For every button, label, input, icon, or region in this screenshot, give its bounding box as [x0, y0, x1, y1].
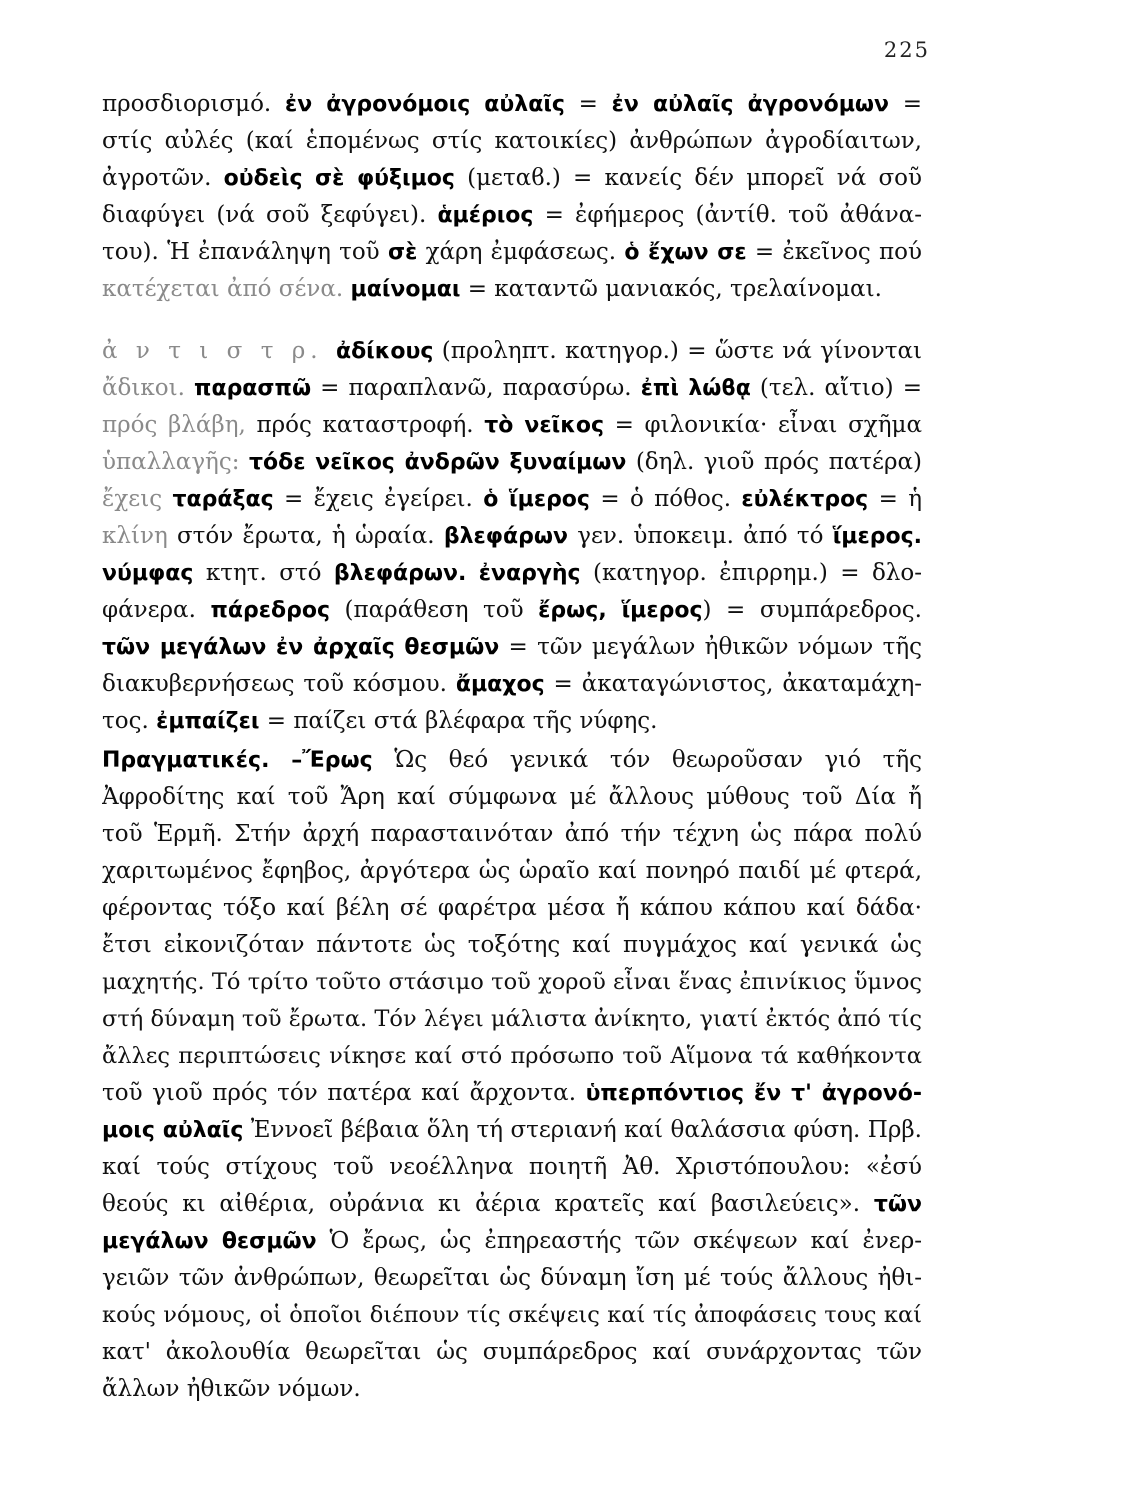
text-line: [102, 853, 922, 890]
text-span: μαχητής. Τό τρίτο τοῦτο στάσιμο τοῦ χοροῦ εἶναι ἕνας ἐπινίκιος ὕμνος: [102, 969, 922, 995]
lemma-bold: ἄμαχος: [455, 672, 545, 697]
text-span: τοῦ Ἑρμῆ. Στήν ἀρχή παρασταινόταν ἀπό τήν τέχνη ὡς πάρα πολύ: [102, 821, 922, 847]
lemma-bold: παρασπῶ: [194, 376, 312, 401]
text-span: χαριτωμένος ἔφηβος, ἀργότερα ὡς ὡραῖο καί πονηρό παιδί μέ φτερά,: [102, 858, 922, 884]
text-span: προσδιορισμό.: [102, 91, 285, 117]
text-span: στίς αὐλές (καί ἑπομένως στίς κατοικίες) ἀνθρώπων ἀγροδίαιτων,: [102, 128, 922, 154]
page-number: 225: [883, 38, 930, 62]
lemma-bold: βλεφάρων.: [333, 561, 467, 586]
lemma-bold: ἵμερος.: [832, 524, 922, 549]
text-line: [102, 370, 922, 407]
lemma-bold: ὁ ἵμερος: [483, 487, 590, 512]
text-span: = παίζει στά βλέφαρα τῆς νύφης.: [259, 708, 658, 734]
text-span: στόν ἔρωτα, ἡ ὡραία.: [176, 523, 444, 549]
text-span: = φιλονικία· εἶναι σχῆμα: [604, 412, 922, 438]
text-span: ἄλλες περιπτώσεις νίκησε καί στό πρόσωπο τοῦ Αἵμονα τά καθήκοντα: [102, 1043, 922, 1069]
text-line: [102, 816, 922, 853]
text-span: κατέχεται ἀπό σένα.: [102, 276, 351, 302]
text-span: φέροντας τόξο καί βέλη σέ φαρέτρα μέσα ἤ κάπου κάπου καί δάδα·: [102, 895, 922, 921]
text-span: κλίνη: [102, 523, 177, 549]
lemma-bold: μαίνομαι: [350, 277, 461, 302]
text-span: ἔχεις: [102, 486, 173, 512]
text-line: [102, 333, 922, 370]
text-span: διαφύγει (νά σοῦ ξεφύγει).: [102, 202, 438, 228]
text-line: [102, 555, 922, 592]
text-line: [102, 592, 922, 629]
lemma-bold: ἐμπαίζει: [156, 709, 260, 734]
text-span: χάρη ἐμφάσεως.: [417, 239, 625, 265]
lemma-bold: Πραγματικές. –Ἔρως: [102, 748, 373, 773]
text-span: κατ' ἀκολουθία θεωρεῖται ὡς συμπάρεδρος καί συνάρχοντας τῶν: [102, 1339, 922, 1365]
lemma-bold: τὸ νεῖκος: [484, 413, 604, 438]
text-line: [102, 779, 922, 816]
lemma-bold: ἐν αὐλαῖς ἀγρονόμων: [611, 92, 889, 117]
text-line: [102, 1297, 922, 1334]
text-span: (δηλ. γιοῦ πρός πατέρα): [626, 449, 922, 475]
text-span: κτητ. στό: [193, 560, 334, 586]
text-span: = ἐφήμερος (ἀντίθ. τοῦ ἀθάνα-: [533, 202, 922, 228]
text-span: (κατηγορ. ἐπιρρημ.) = δλο-: [580, 560, 922, 586]
lemma-bold: ὁ ἔχων σε: [624, 240, 747, 265]
text-span: Ἐννοεῖ βέβαια ὅλη τή στεριανή καί θαλάσσια φύση. Πρβ.: [243, 1117, 922, 1143]
text-span: γειῶν τῶν ἀνθρώπων, θεωρεῖται ὡς δύναμη ἴση μέ τούς ἄλλους ἠθι-: [102, 1265, 922, 1291]
text-span: πρός καταστροφή.: [256, 412, 485, 438]
text-span: ἀγροτῶν.: [102, 165, 224, 191]
text-span: = ὁ πόθος.: [589, 486, 742, 512]
text-span: = ἔχεις ἐγείρει.: [273, 486, 484, 512]
text-span: κούς νόμους, οἱ ὁποῖοι διέπουν τίς σκέψεις καί τίς ἀποφάσεις τους καί: [102, 1302, 922, 1328]
text-line: [102, 444, 922, 481]
text-line: [102, 1260, 922, 1297]
text-span: = τῶν μεγάλων ἠθικῶν νόμων τῆς: [499, 634, 922, 660]
text-span: = ἡ: [868, 486, 922, 512]
text-line: [102, 1334, 922, 1371]
lemma-bold: εὐλέκτρος: [741, 487, 869, 512]
text-span: ) = συμπάρεδρος.: [702, 597, 922, 623]
text-line: [102, 1038, 922, 1075]
lemma-bold: τῶν μεγάλων ἐν ἀρχαῖς θεσμῶν: [102, 635, 500, 660]
lemma-bold: μοις αὐλαῖς: [102, 1118, 244, 1143]
text-span: = ἀκαταγώνιστος, ἀκαταμάχη-: [544, 671, 922, 697]
lemma-bold: τόδε νεῖκος ἀνδρῶν ξυναίμων: [248, 450, 627, 475]
text-span: ὑπαλλαγῆς:: [102, 449, 249, 475]
lemma-bold: οὐδεὶς σὲ φύξιμος: [223, 166, 455, 191]
text-span: ἄλλων ἠθικῶν νόμων.: [102, 1376, 361, 1402]
text-span: =: [889, 91, 922, 117]
lemma-bold: ἐπὶ λώϐᾳ: [640, 376, 751, 401]
text-line: [102, 271, 922, 308]
text-line: [102, 86, 922, 123]
text-span: (τελ. αἴτιο) =: [750, 375, 922, 401]
lemma-bold: ἁμέριος: [437, 203, 534, 228]
lemma-bold: νύμφας: [102, 561, 194, 586]
text-span: πρός βλάβη,: [102, 412, 257, 438]
text-line: [102, 518, 922, 555]
text-line: [102, 197, 922, 234]
lemma-bold: ἐναργὴς: [478, 561, 581, 586]
lemma-bold: ταράξας: [172, 487, 274, 512]
text-span: =: [564, 91, 612, 117]
lemma-bold: πάρεδρος: [210, 598, 330, 623]
text-span: φάνερα.: [102, 597, 211, 623]
text-span: καί τούς στίχους τοῦ νεοέλληνα ποιητῆ Ἀθ. Χριστόπουλου: «ἐσύ: [102, 1154, 922, 1180]
text-line: [102, 629, 922, 666]
text-span: τος.: [102, 708, 157, 734]
text-line: [102, 964, 922, 1001]
text-span: τοῦ γιοῦ πρός τόν πατέρα καί ἄρχοντα.: [102, 1080, 586, 1106]
lemma-bold: ἐν ἀγρονόμοις αὐλαῖς: [284, 92, 565, 117]
text-line: [102, 1075, 922, 1112]
lemma-bold: μεγάλων θεσμῶν: [102, 1229, 317, 1254]
lemma-bold: ὑπερπόντιος ἔν τ' ἀγρονό-: [585, 1081, 922, 1106]
commentary-paragraph-2: [102, 333, 922, 740]
text-line: [102, 407, 922, 444]
text-line: [102, 160, 922, 197]
lemma-bold: ἔρως, ἵμερος: [538, 598, 703, 623]
text-line: [102, 1112, 922, 1149]
text-span: του). Ἡ ἐπανάληψη τοῦ: [102, 239, 388, 265]
lemma-bold: ἀδίκους: [335, 339, 434, 364]
text-line: [102, 666, 922, 703]
text-line: [102, 481, 922, 518]
text-line: [102, 1001, 922, 1038]
text-line: [102, 1149, 922, 1186]
text-span: ἔτσι εἰκονιζόταν πάντοτε ὡς τοξότης καί πυγμάχος καί γενικά ὡς: [102, 932, 922, 958]
text-span: ἀ ν τ ι σ τ ρ.: [102, 338, 336, 364]
text-span: γεν. ὑποκειμ. ἀπό τό: [567, 523, 833, 549]
lemma-bold: τῶν: [873, 1192, 922, 1217]
text-line: [102, 742, 922, 779]
text-span: στή δύναμη τοῦ ἔρωτα. Τόν λέγει μάλιστα ἀνίκητο, γιατί ἐκτός ἀπό τίς: [102, 1006, 922, 1032]
text-line: [102, 1223, 922, 1260]
text-span: Ὁ ἔρως, ὡς ἐπηρεαστής τῶν σκέψεων καί ἐνερ-: [316, 1228, 922, 1254]
text-span: (προληπτ. κατηγορ.) = ὥστε νά γίνονται: [433, 338, 922, 364]
text-line: [102, 123, 922, 160]
text-line: [102, 703, 922, 740]
text-span: = ἐκεῖνος πού: [746, 239, 922, 265]
commentary-paragraph-1: [102, 86, 922, 308]
lemma-bold: βλεφάρων: [443, 524, 568, 549]
text-line: [102, 890, 922, 927]
text-span: Ὡς θεό γενικά τόν θεωροῦσαν γιό τῆς: [372, 747, 922, 773]
text-span: (παράθεση τοῦ: [330, 597, 539, 623]
text-span: [466, 560, 478, 586]
text-line: [102, 234, 922, 271]
text-span: διακυβερνήσεως τοῦ κόσμου.: [102, 671, 456, 697]
text-span: = παραπλανῶ, παρασύρω.: [311, 375, 641, 401]
lemma-bold: σὲ: [387, 240, 418, 265]
text-span: (μεταϐ.) = κανείς δέν μπορεῖ νά σοῦ: [454, 165, 922, 191]
text-span: ἄδικοι.: [102, 375, 195, 401]
text-line: [102, 1186, 922, 1223]
text-span: Ἀφροδίτης καί τοῦ Ἄρη καί σύμφωνα μέ ἄλλους μύθους τοῦ Δία ἤ: [102, 784, 922, 810]
text-span: θεούς κι αἰθέρια, οὐράνια κι ἀέρια κρατεῖς καί βασιλεύεις».: [102, 1191, 874, 1217]
commentary-paragraph-3: [102, 742, 922, 1408]
text-span: = καταντῶ μανιακός, τρελαίνομαι.: [460, 276, 882, 302]
text-line: [102, 1371, 922, 1408]
text-line: [102, 927, 922, 964]
